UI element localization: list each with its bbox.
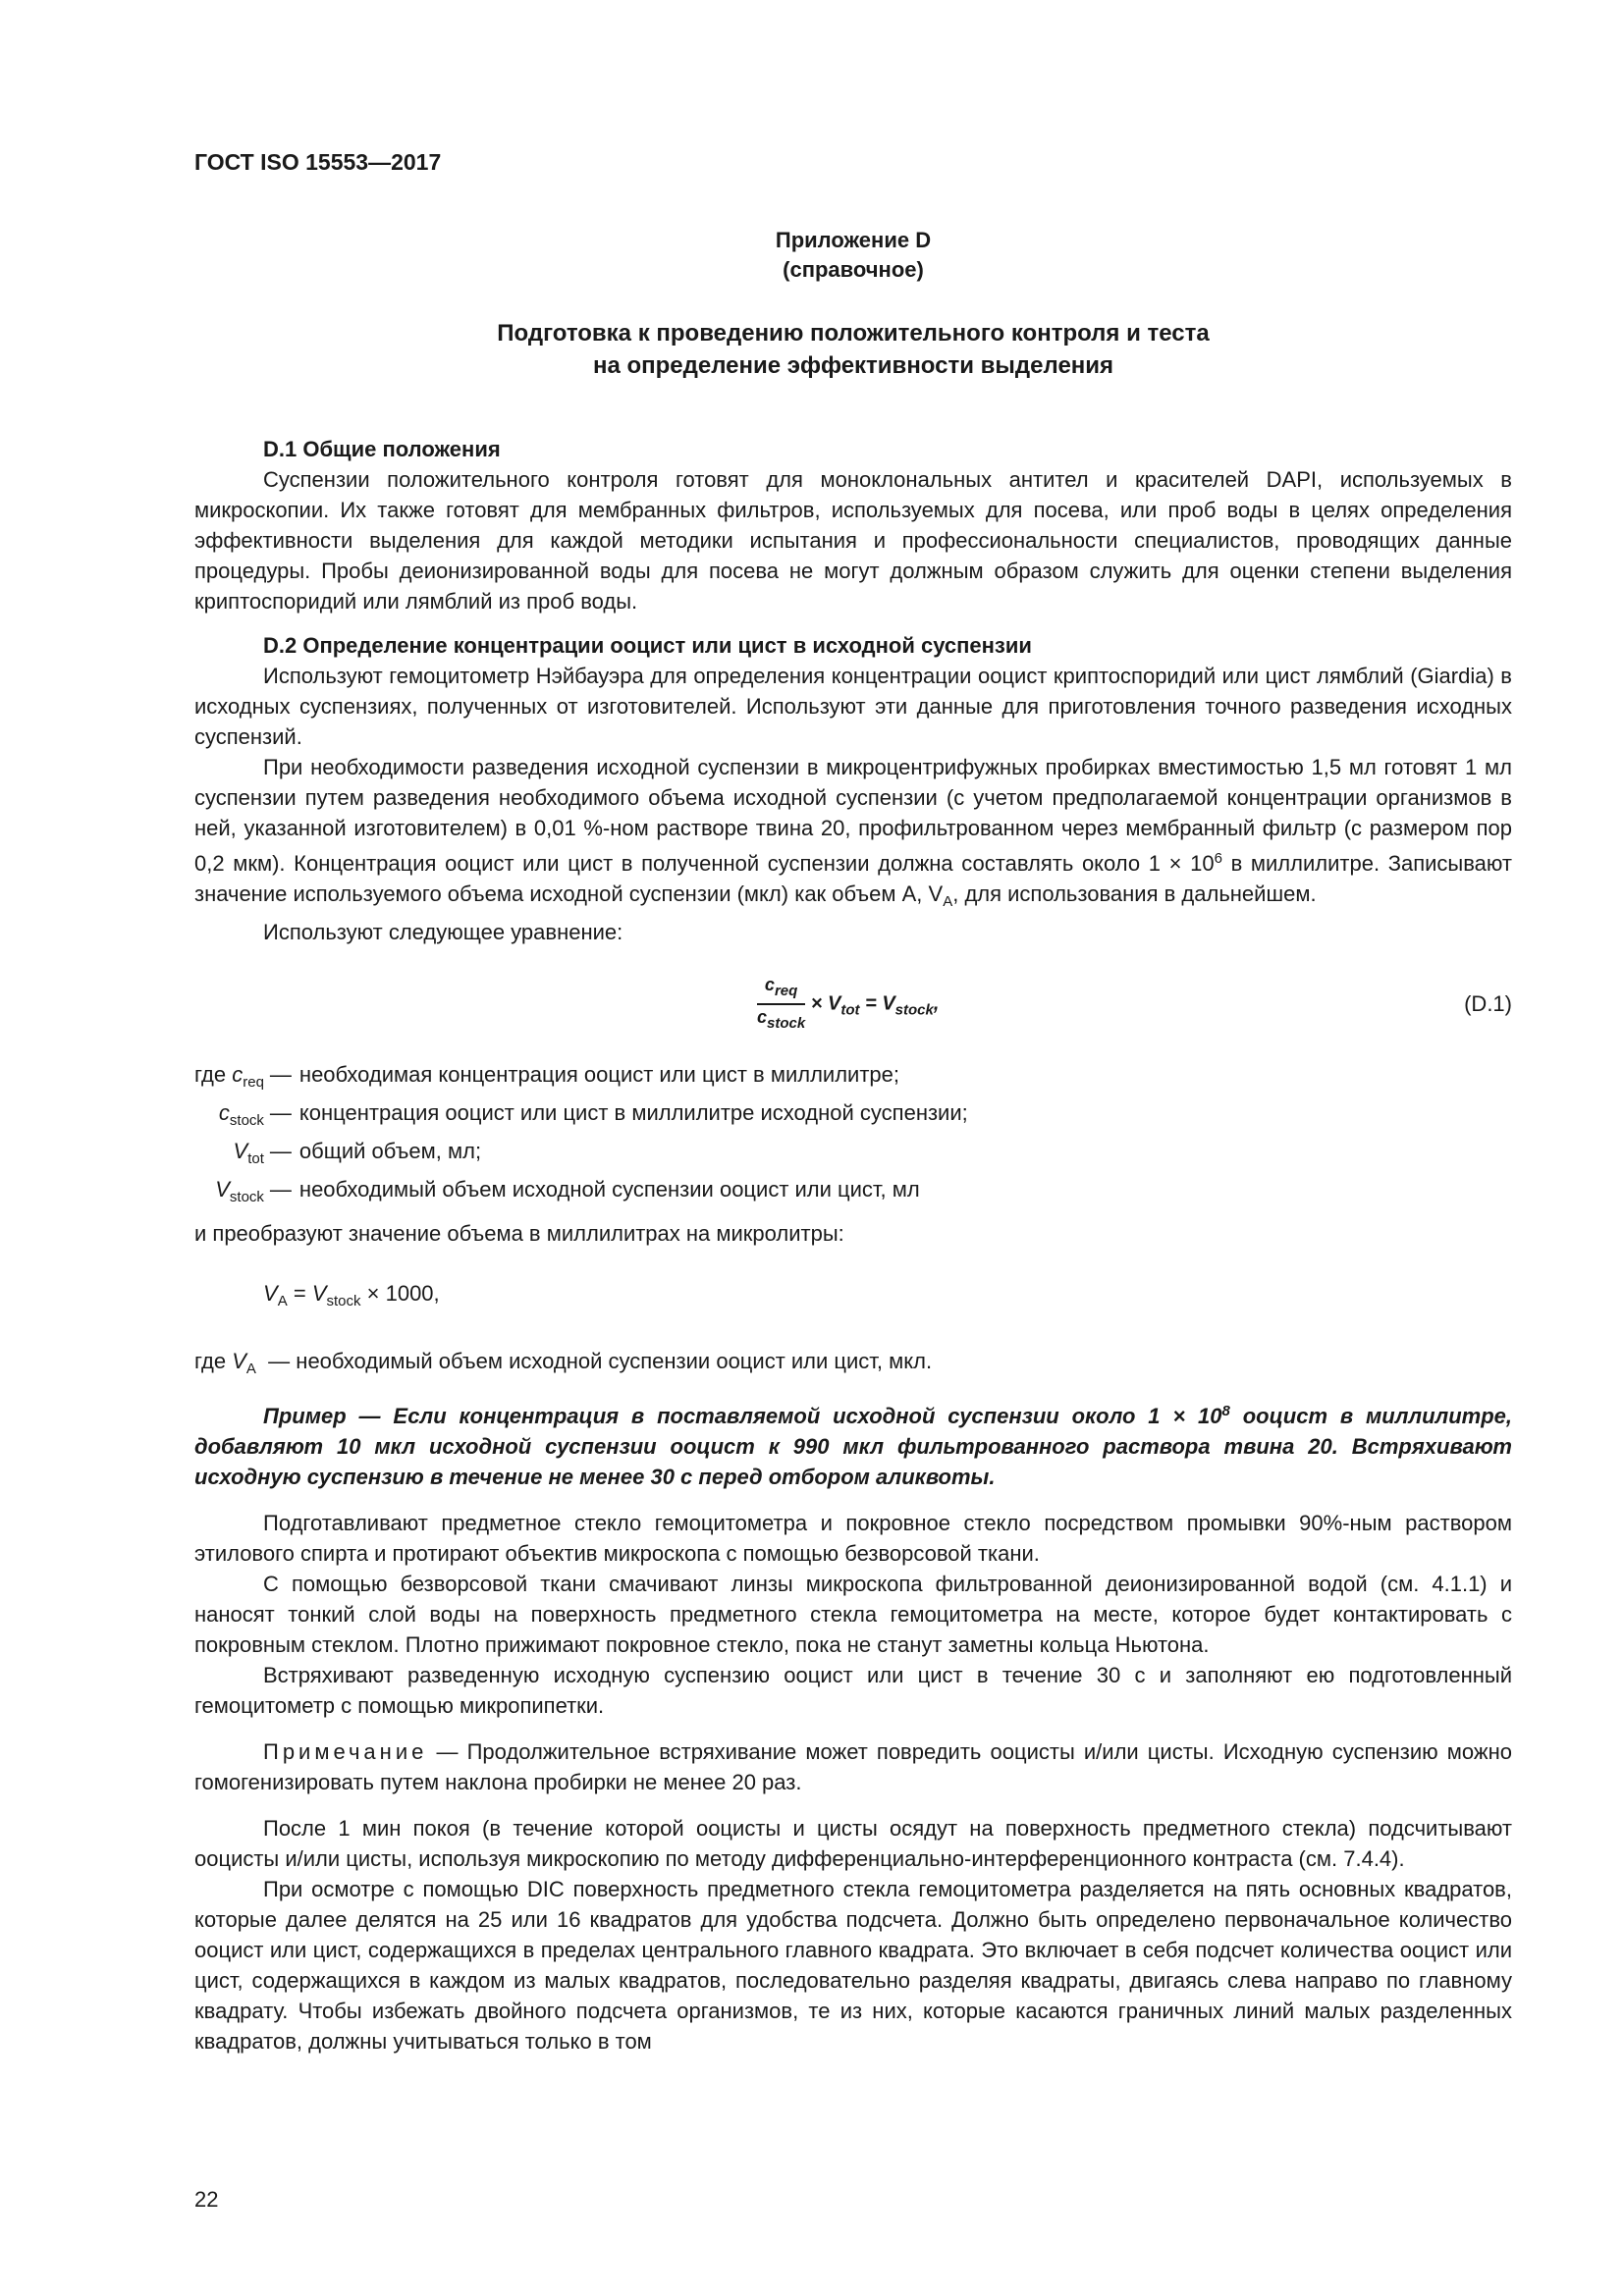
section-heading-d1: D.1 Общие положения bbox=[263, 437, 501, 461]
formula-d1-expression: $\frac{c_{req}}{c_{stock}}$ × $V_{tot} = V_{stock}$, bbox=[757, 973, 939, 1036]
page-number: 22 bbox=[194, 2187, 219, 2212]
fraction-denominator: $c_{stock}$ bbox=[757, 1007, 806, 1032]
definition-row: $c_{stock}$ — концентрация ооцист или цист в миллилитре исходной суспензии; bbox=[218, 1100, 968, 1129]
paragraph-d2-2: При необходимости разведения исходной суспензии в микроцентрифужных пробирках вместимостью 1,5 мл готовят 1 мл суспензии путем разведения необходимого объема исходной суспензии (с учетом предполагаемой концентрации организмов в ней, указанной изготовителем) в 0,01 %-ном растворе твина 20, профильтрованном через мембранный фильтр (с размером пор 0,2 мкм). Концентрация ооцист или цист в полученной суспензии должна составлять около $1 \times 10^6$ в миллилитре. Записывают значение используемого объема исходной суспензии (мкл) как объем А, $V_A$, для использования в дальнейшем. bbox=[194, 755, 1512, 910]
document-body bbox=[194, 420, 1512, 2056]
formula-d1-number: (D.1) bbox=[1464, 991, 1512, 1016]
variable-definitions bbox=[194, 1059, 968, 1212]
fraction-numerator: $c_{req}$ bbox=[757, 973, 805, 1005]
annex-heading bbox=[194, 317, 1512, 382]
note-label: Примечание bbox=[263, 1739, 428, 1764]
paragraph-shake-fill: Встряхивают разведенную исходную суспензию ооцист или цист в течение 30 с и заполняют ею подготовленный гемоцитометр с помощью микропипетки. bbox=[194, 1663, 1512, 1718]
definition-row: $V_{tot}$ — общий объем, мл; bbox=[233, 1139, 482, 1167]
document-header: ГОСТ ISO 15553—2017 bbox=[194, 149, 442, 175]
paragraph-prepare-slide: Подготавливают предметное стекло гемоцитометра и покровное стекло посредством промывки 90%-ным раствором этилового спирта и протирают объектив микроскопа с помощью безворсовой ткани. bbox=[194, 1511, 1512, 1566]
formula-fraction bbox=[757, 973, 805, 1036]
paragraph-d2-1: Используют гемоцитометр Нэйбауэра для определения концентрации ооцист криптоспоридий или цист лямблий (Giardia) в исходных суспензиях, полученных от изготовителей. Используют эти данные для приготовления точного разведения исходных суспензий. bbox=[194, 664, 1512, 749]
annex-label bbox=[194, 226, 1512, 285]
section-heading-d2: D.2 Определение концентрации ооцист или цист в исходной суспензии bbox=[263, 633, 1032, 658]
paragraph-d2-3: Используют следующее уравнение: bbox=[263, 920, 623, 944]
annex-type: (справочное) bbox=[783, 257, 924, 282]
annex-title: Приложение D bbox=[775, 228, 932, 252]
paragraph-wet-lenses: С помощью безворсовой ткани смачивают линзы микроскопа фильтрованной деионизированной водой (см. 4.1.1) и наносят тонкий слой воды на поверхность предметного стекла гемоцитометра на месте, которое будет контактировать с покровным стеклом. Плотно прижимают покровное стекло, пока не станут заметны кольца Ньютона. bbox=[194, 1572, 1512, 1657]
paragraph-dic: При осмотре с помощью DIC поверхность предметного стекла гемоцитометра разделяется на пять основных квадратов, которые далее делятся на 25 или 16 квадратов для удобства подсчета. Должно быть определено первоначальное количество ооцист или цист, содержащихся в пределах центрального главного квадрата. Это включает в себя подсчет количества ооцист или цист, содержащихся в каждом из малых квадратов, последовательно разделяя квадраты, двигаясь слева направо по главному квадрату. Чтобы избежать двойного подсчета организмов, те из них, которые касаются граничных линий малых разделенных квадратов, должны учитываться только в том bbox=[194, 1877, 1512, 2054]
va-definition: где $V_A$ — необходимый объем исходной суспензии ооцист или цист, мкл. bbox=[194, 1349, 933, 1377]
formula-va: $V_A = V_{stock} \times 1000$, bbox=[263, 1281, 440, 1309]
annex-heading-line1: Подготовка к проведению положительного контроля и теста bbox=[497, 320, 1210, 347]
annex-heading-line2: на определение эффективности выделения bbox=[592, 352, 1114, 379]
definition-row: $V_{stock}$ — необходимый объем исходной суспензии ооцист или цист, мл bbox=[215, 1177, 920, 1205]
definition-row: где $c_{req}$ — необходимая концентрация ооцист или цист в миллилитре; bbox=[194, 1062, 900, 1091]
conversion-intro: и преобразуют значение объема в миллилитрах на микролитры: bbox=[194, 1221, 844, 1246]
paragraph-count: После 1 мин покоя (в течение которой ооцисты и цисты осядут на поверхность предметного стекла) подсчитывают ооцисты и/или цисты, используя микроскопию по методу дифференциально-интерференционного контраста (см. 7.4.4). bbox=[194, 1816, 1512, 1871]
example-block: Пример — Если концентрация в поставляемой исходной суспензии около $1 \times 10^8$ ооцист в миллилитре, добавляют 10 мкл исходной суспензии ооцист к 990 мкл фильтрованного раствора твина 20. Встряхивают исходную суспензию в течение не менее 30 с перед отбором аликвоты. bbox=[194, 1403, 1512, 1489]
note-block: Примечание — Продолжительное встряхивание может повредить ооцисты и/или цисты. Исходную суспензию можно гомогенизировать путем наклона пробирки не менее 20 раз. bbox=[194, 1739, 1512, 1794]
paragraph-d1: Суспензии положительного контроля готовят для моноклональных антител и красителей DAPI, используемых в микроскопии. Их также готовят для мембранных фильтров, используемых для посева, или проб воды в целях определения эффективности выделения для каждой методики испытания и профессиональности специалистов, проводящих данные процедуры. Пробы деионизированной воды для посева не могут должным образом служить для оценки степени выделения криптоспоридий или лямблий из проб воды. bbox=[194, 467, 1512, 614]
formula-d1 bbox=[194, 967, 1512, 1047]
